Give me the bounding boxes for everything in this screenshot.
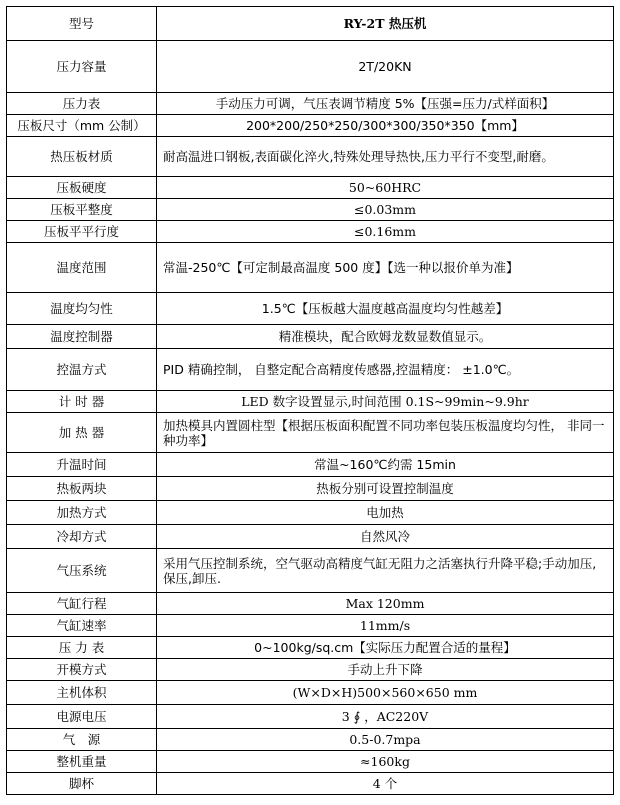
table-row (7, 705, 614, 729)
table-row (7, 659, 614, 681)
row-value: 200*200/250*250/300*300/350*350【mm】 (157, 115, 614, 137)
row-label: 压板平整度 (7, 199, 157, 221)
row-value: 热板分别可设置控制温度 (157, 477, 614, 501)
table-row (7, 773, 614, 795)
row-value: 0.5-0.7mpa (157, 729, 614, 751)
row-label: 加 热 器 (7, 413, 157, 453)
row-label: 开模方式 (7, 659, 157, 681)
row-value: 采用气压控制系统，空气驱动高精度气缸无阻力之活塞执行升降平稳;手动加压,保压,卸压. (157, 549, 614, 593)
table-row (7, 751, 614, 773)
row-label: 冷却方式 (7, 525, 157, 549)
table-row (7, 221, 614, 243)
row-value: 手动压力可调，气压表调节精度 5%【压强=压力/式样面积】 (157, 93, 614, 115)
table-row (7, 681, 614, 705)
row-label: 计 时 器 (7, 391, 157, 413)
row-label: 热压板材质 (7, 137, 157, 177)
row-value: 11mm/s (157, 615, 614, 637)
row-label: 压 力 表 (7, 637, 157, 659)
row-label: 压板硬度 (7, 177, 157, 199)
row-label: 主机体积 (7, 681, 157, 705)
row-value: LED 数字设置显示,时间范围 0.1S~99min~9.9hr (157, 391, 614, 413)
row-label: 压力表 (7, 93, 157, 115)
table-row (7, 199, 614, 221)
row-value: 常温-250℃【可定制最高温度 500 度】【选一种以报价单为准】 (157, 243, 614, 293)
spec-table (6, 6, 614, 795)
row-value: ≈160kg (157, 751, 614, 773)
row-label: 控温方式 (7, 349, 157, 391)
table-row (7, 93, 614, 115)
table-row (7, 593, 614, 615)
table-row (7, 615, 614, 637)
row-label: 温度均匀性 (7, 293, 157, 325)
row-value: 耐高温进口钢板,表面碳化淬火,特殊处理导热快,压力平行不变型,耐磨。 (157, 137, 614, 177)
table-row (7, 137, 614, 177)
row-value: 电加热 (157, 501, 614, 525)
row-value: 0~100kg/sq.cm【实际压力配置合适的量程】 (157, 637, 614, 659)
row-label: 升温时间 (7, 453, 157, 477)
table-row (7, 477, 614, 501)
row-label: 温度范围 (7, 243, 157, 293)
row-value: 50~60HRC (157, 177, 614, 199)
row-value: Max 120mm (157, 593, 614, 615)
row-value: 1.5℃【压板越大温度越高温度均匀性越差】 (157, 293, 614, 325)
table-row (7, 501, 614, 525)
row-value: ≤0.03mm (157, 199, 614, 221)
table-row (7, 637, 614, 659)
table-row (7, 549, 614, 593)
row-label: 压板尺寸（mm 公制） (7, 115, 157, 137)
row-value: 加热模具内置圆柱型【根据压板面积配置不同功率包装压板温度均匀性， 非同一种功率】 (157, 413, 614, 453)
row-value: ≤0.16mm (157, 221, 614, 243)
row-value: PID 精确控制， 自整定配合高精度传感器,控温精度： ±1.0℃。 (157, 349, 614, 391)
row-label: 温度控制器 (7, 325, 157, 349)
row-label: 气缸速率 (7, 615, 157, 637)
row-value: 自然风冷 (157, 525, 614, 549)
table-row (7, 391, 614, 413)
row-value: RY-2T 热压机 (157, 7, 614, 41)
row-label: 气压系统 (7, 549, 157, 593)
row-value: 3 ∮ ，AC220V (157, 705, 614, 729)
table-row (7, 413, 614, 453)
row-value: 4 个 (157, 773, 614, 795)
table-row (7, 177, 614, 199)
row-value: 常温~160℃约需 15min (157, 453, 614, 477)
table-row (7, 243, 614, 293)
row-value: (W×D×H)500×560×650 mm (157, 681, 614, 705)
table-row (7, 293, 614, 325)
row-label: 气缸行程 (7, 593, 157, 615)
row-label: 压板平平行度 (7, 221, 157, 243)
row-label: 气 源 (7, 729, 157, 751)
table-row (7, 41, 614, 93)
row-label: 整机重量 (7, 751, 157, 773)
row-value: 精准模块，配合欧姆龙数显数值显示。 (157, 325, 614, 349)
table-row (7, 453, 614, 477)
table-row (7, 729, 614, 751)
row-value: 手动上升下降 (157, 659, 614, 681)
row-label: 电源电压 (7, 705, 157, 729)
table-row (7, 115, 614, 137)
table-row (7, 349, 614, 391)
row-value: 2T/20KN (157, 41, 614, 93)
row-label: 压力容量 (7, 41, 157, 93)
row-label: 脚杯 (7, 773, 157, 795)
row-label: 热板两块 (7, 477, 157, 501)
row-label: 型号 (7, 7, 157, 41)
table-row (7, 325, 614, 349)
table-row (7, 7, 614, 41)
row-label: 加热方式 (7, 501, 157, 525)
table-row (7, 525, 614, 549)
